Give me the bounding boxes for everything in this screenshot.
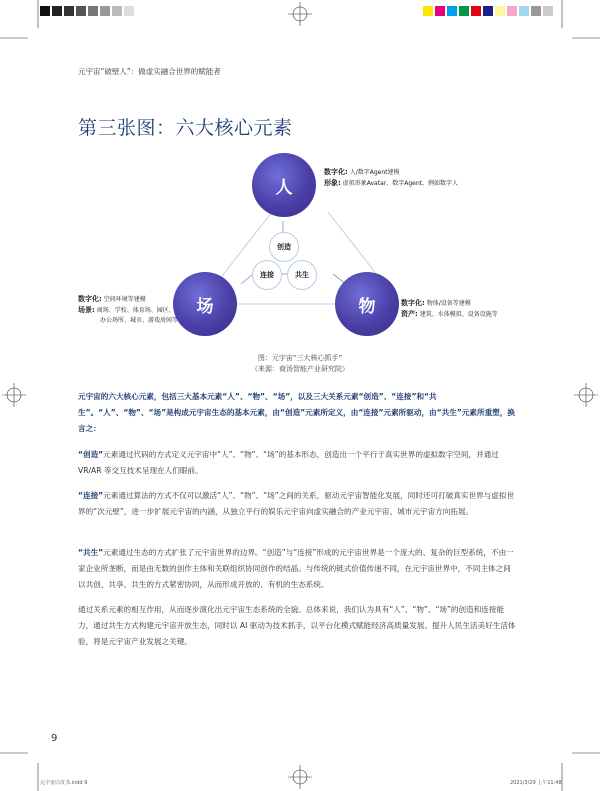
intro-paragraph: 元宇宙的六大核心元素，包括三大基本元素“人”、“物”、“场”，以及三大关系元素“创造”、“连接”和“共生”。“人”、“物”、“场”是构成元宇宙生态的基本元素，由“创造”元素所定义，由“连接”元素所驱动，由“共生”元素所重塑，换言之： (78, 392, 515, 433)
chang-line1-val: 空间环境等建模 (103, 296, 146, 303)
chang-node (173, 272, 237, 336)
page-number: 9 (51, 733, 58, 744)
lianjie-node (252, 260, 282, 290)
wu-line1-val: 物体/设备等建模 (426, 300, 471, 307)
caption-line2: （来源：商汤智能产业研究院） (251, 365, 349, 373)
page-title: 第三张图：六大核心元素 (78, 117, 293, 139)
chuangzao-label: 创造 (277, 243, 291, 251)
term-lianjie: “连接” (78, 491, 104, 500)
wu-line1-key: 数字化: (401, 299, 425, 307)
chang-annotation (78, 294, 178, 326)
chang-line2-val: 商场、学校、体育场、园区、 (96, 307, 175, 314)
term-gongsheng: “共生” (78, 548, 104, 557)
paragraph-chuangzao (78, 447, 518, 479)
ren-line2-key: 形象: (324, 179, 341, 187)
wu-node (335, 272, 399, 336)
ren-annotation (324, 167, 458, 189)
gongsheng-node (287, 260, 317, 290)
text-gongsheng: 元素通过生态的方式扩张了元宇宙世界的边界。“创造”与“连接”形成的元宇宙世界是一个庞大的、复杂的巨型系统，不由一家企业所垄断，而是由无数的创作主体和关联组织协同创作的结晶。与传统的链式价值传递不同，在元宇宙世界中，不同主体之间以共创、共享、共生的方式紧密协同，从而形成开放的、有机的生态系统。 (78, 548, 514, 589)
footer-file-name: 元宇宙白皮书.indd 9 (40, 780, 88, 786)
caption-line1: 图：元宇宙“三大核心抓手” (257, 354, 343, 362)
wu-line2-key: 资产: (401, 310, 418, 318)
ren-line2-val: 虚拟形象Avatar、数字Agent、例如数字人 (342, 180, 458, 187)
ren-node (252, 153, 316, 217)
term-chuangzao: “创造” (78, 450, 104, 459)
footer-timestamp: 2021/3/29 上午11:48 (510, 780, 562, 786)
chang-label: 场 (196, 296, 214, 317)
ren-line1-key: 数字化: (324, 168, 348, 176)
chang-line1-key: 数字化: (78, 295, 102, 303)
wu-label: 物 (358, 296, 376, 317)
figure-caption (0, 353, 600, 375)
chang-line2-key: 场景: (78, 306, 95, 314)
gongsheng-label: 共生 (295, 271, 309, 279)
paragraph-lianjie (78, 488, 518, 520)
ren-label: 人 (275, 177, 293, 198)
closing-paragraph: 通过关系元素的相互作用，从而逐步演化出元宇宙生态系统的全貌。总体来说，我们认为具有“人”、“物”、“场”的创造和连接能力，通过共生方式构建元宇宙开放生态，同时以 AI 驱动为技术抓手，以平台化模式赋能经济高质量发展、提升人民生活美好生活体验，将是元宇宙产业发展之关键。 (78, 605, 516, 646)
paragraph-gongsheng (78, 545, 518, 593)
chang-line3-val: 办公场所、城市、游戏房间等 (100, 317, 179, 324)
running-header: 元宇宙“破壁人”：做虚实融合世界的赋能者 (78, 67, 221, 76)
text-lianjie: 元素通过算法的方式不仅可以激活“人”、“物”、“场”之间的关系，驱动元宇宙智能化发展，同时还可打破真实世界与虚拟世界的“次元壁”，进一步扩展元宇宙的内涵，从独立平行的娱乐元宇宙向虚实融合的产业元宇宙、城市元宇宙方向拓展。 (78, 491, 515, 516)
ren-line1-val: 人/数字Agent建模 (349, 169, 400, 176)
wu-annotation (401, 298, 498, 320)
lianjie-label: 连接 (260, 271, 274, 279)
chuangzao-node (269, 232, 299, 262)
text-chuangzao: 元素通过代码的方式定义元宇宙中“人”、“物”、“场”的基本形态，创造出一个平行于真实世界的虚拟数字空间，并通过 VR/AR 等交互技术呈现在人们眼前。 (78, 450, 499, 475)
wu-line2-val: 建筑、水体模拟、设备设施等 (419, 311, 498, 318)
